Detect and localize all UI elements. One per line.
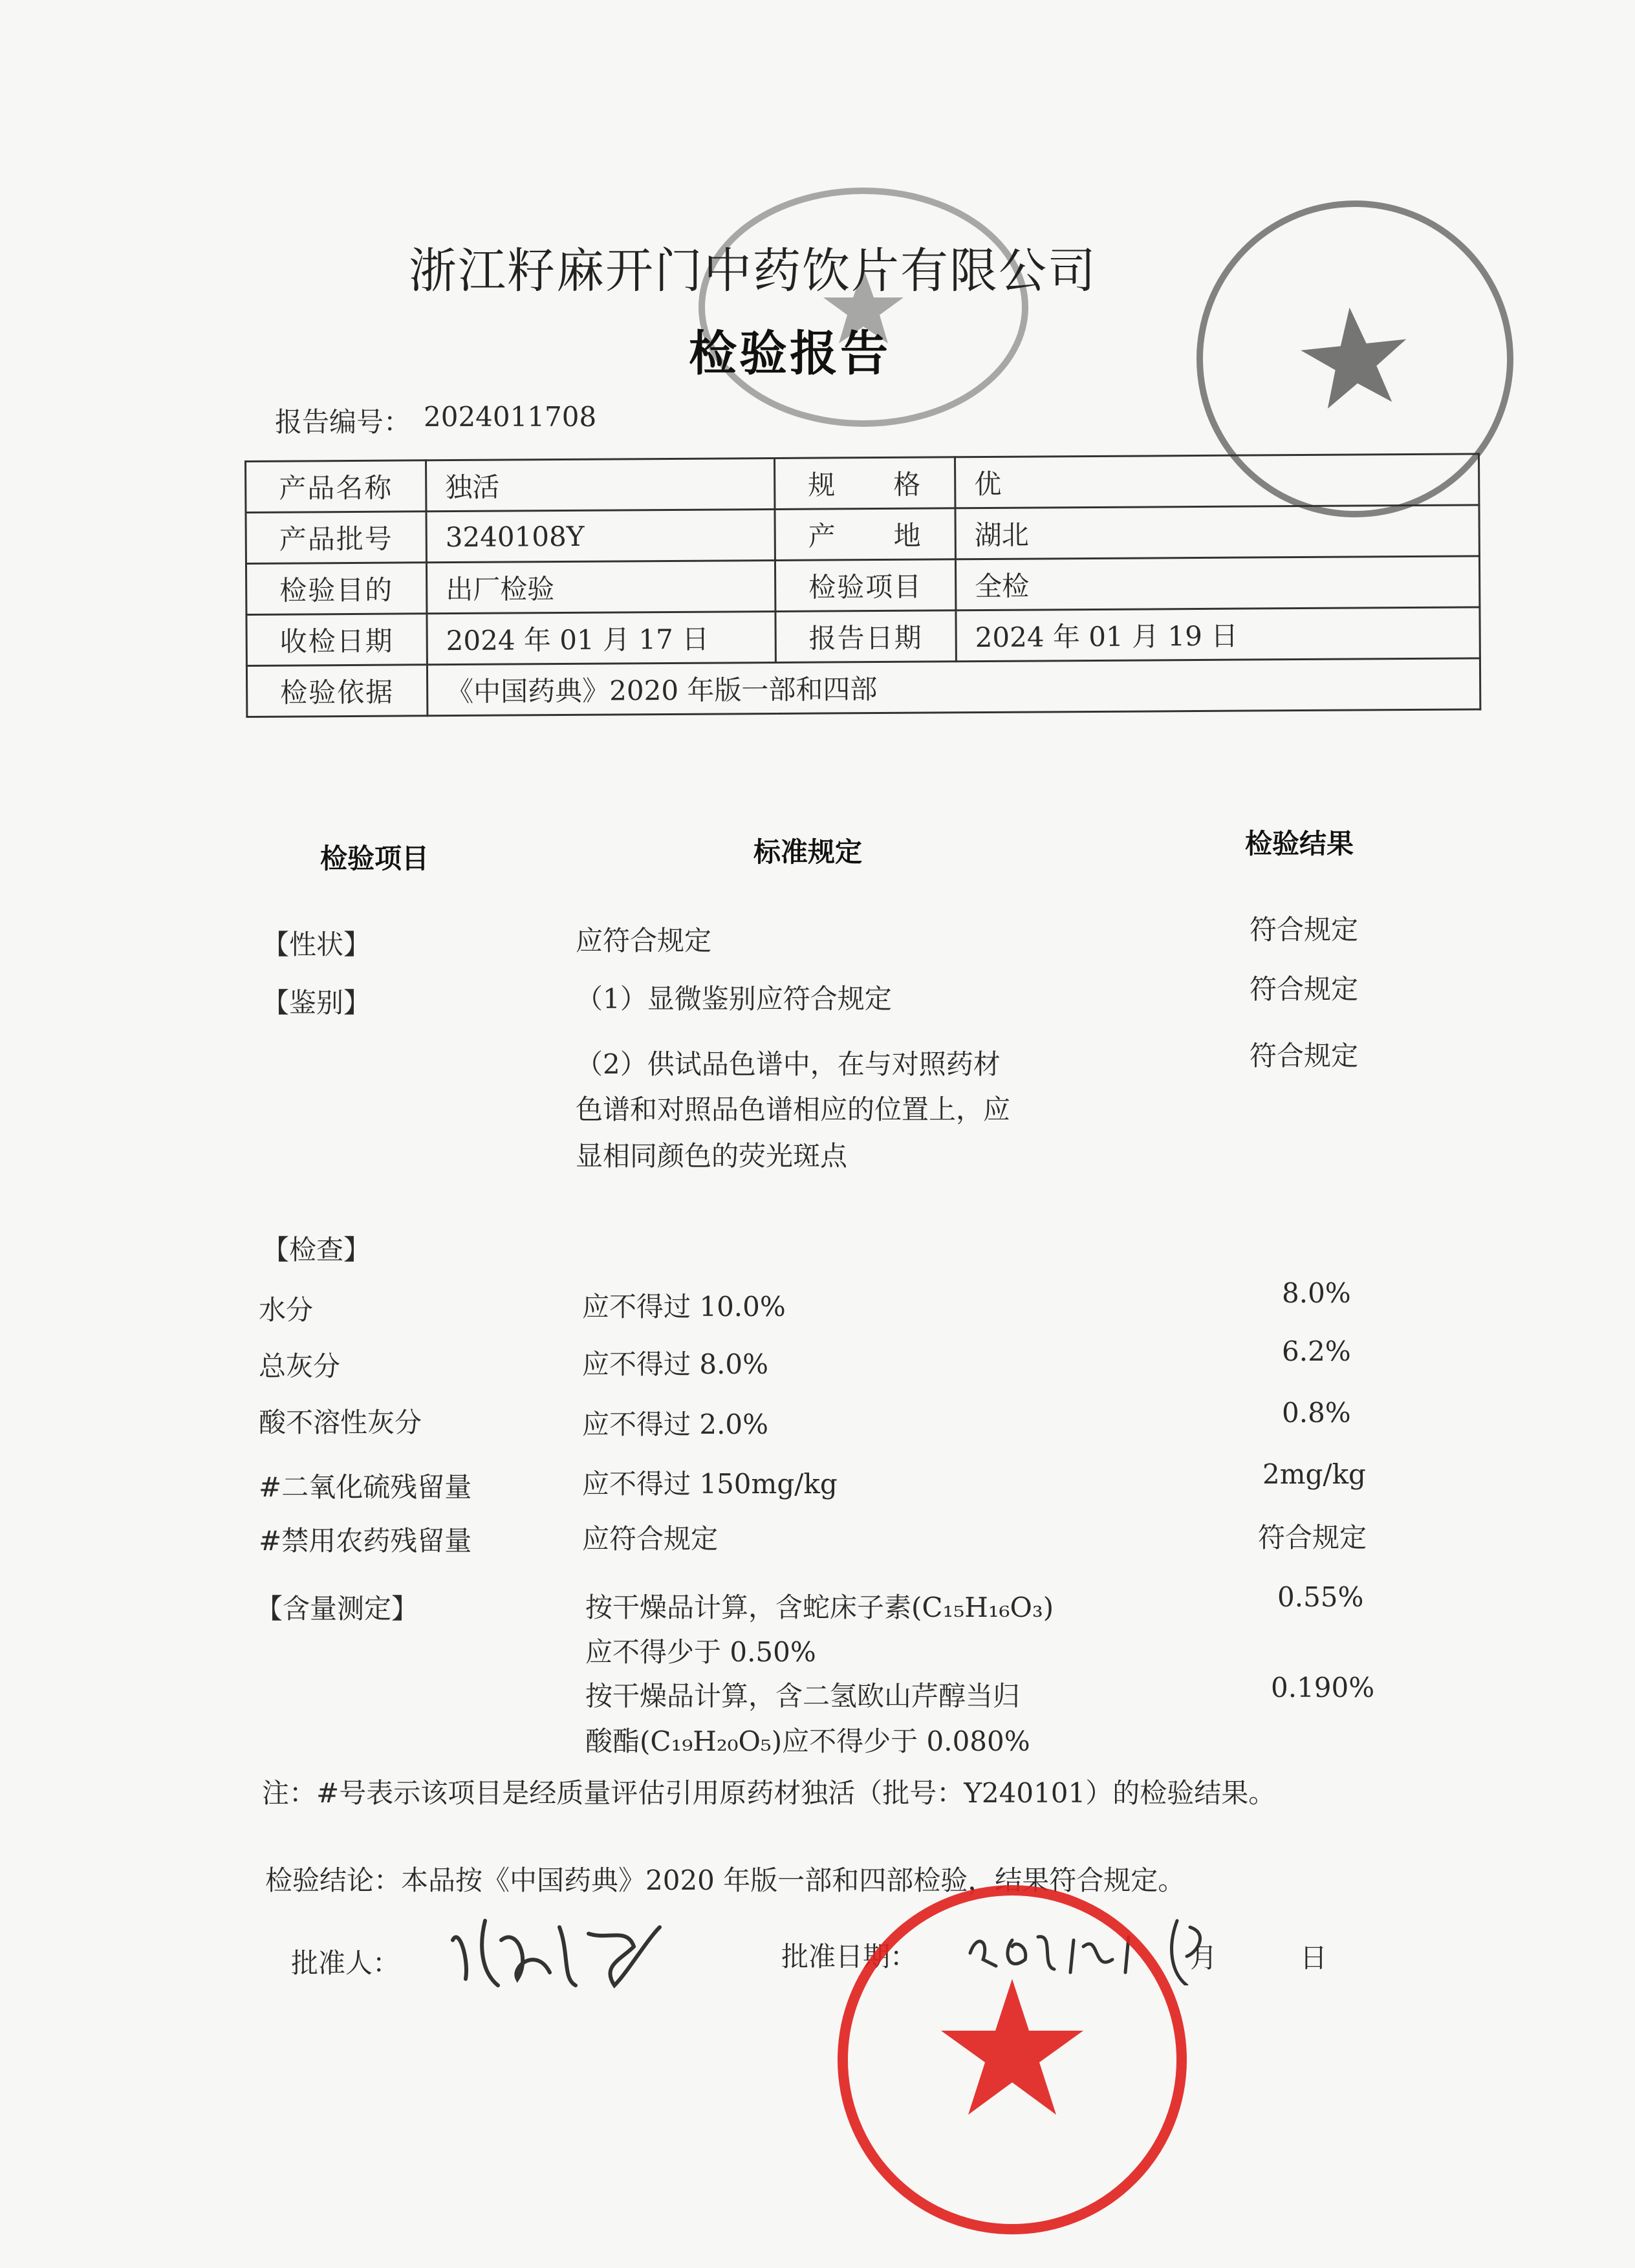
received-date-label: 收检日期	[246, 614, 427, 666]
faded-stamp-graphic	[695, 184, 1032, 430]
so2-standard: 应不得过 150mg/kg	[582, 1468, 838, 1500]
traits-standard: 应符合规定	[576, 925, 712, 956]
qa-red-stamp	[831, 1879, 1193, 2241]
check-heading: 【检查】	[262, 1234, 371, 1266]
pesticide-result: 符合规定	[1258, 1522, 1367, 1553]
approver-label: 批准人：	[291, 1947, 400, 1979]
moisture-standard: 应不得过 10.0%	[582, 1291, 786, 1323]
so2-item: #二氧化硫残留量	[259, 1471, 472, 1503]
product-name: 独活	[426, 458, 775, 511]
assay2-standard-line1: 按干燥品计算，含二氢欧山芹醇当归	[585, 1680, 1021, 1712]
ident2-standard-line1: （2）供试品色谱中，在与对照药材	[576, 1048, 1001, 1080]
column-header-standard: 标准规定	[753, 836, 863, 868]
column-header-result: 检验结果	[1245, 828, 1354, 859]
column-header-item: 检验项目	[320, 843, 429, 874]
received-date: 2024 年 01 月 17 日	[427, 611, 775, 664]
signature-scribble	[440, 1901, 679, 1998]
assay2-result: 0.190%	[1271, 1672, 1375, 1703]
table-row	[246, 556, 1479, 615]
pesticide-standard: 应符合规定	[582, 1523, 719, 1555]
moisture-result: 8.0%	[1282, 1277, 1351, 1309]
company-name: 浙江籽麻开门中药饮片有限公司	[409, 243, 1097, 299]
ident1-result: 符合规定	[1250, 973, 1359, 1005]
approver-signature	[440, 1901, 679, 1998]
pesticide-item: #禁用农药残留量	[259, 1525, 472, 1557]
document-title: 检验报告	[689, 326, 891, 382]
purpose-label: 检验目的	[246, 563, 426, 615]
product-name-label: 产品名称	[246, 460, 426, 513]
acid-ash-result: 0.8%	[1282, 1397, 1351, 1429]
moisture-item: 水分	[259, 1294, 314, 1326]
table-row	[246, 607, 1480, 666]
acid-ash-standard: 应不得过 2.0%	[582, 1409, 769, 1440]
assay1-standard-line1: 按干燥品计算，含蛇床子素(C₁₅H₁₆O₃)	[585, 1592, 1054, 1623]
so2-result: 2mg/kg	[1262, 1458, 1366, 1490]
report-date: 2024 年 01 月 19 日	[956, 607, 1480, 662]
report-number: 2024011708	[424, 401, 597, 433]
day-label: 日	[1300, 1942, 1328, 1974]
footnote: 注：#号表示该项目是经质量评估引用原药材独活（批号：Y240101）的检验结果。	[262, 1777, 1276, 1809]
ident2-result: 符合规定	[1250, 1040, 1359, 1072]
table-row	[246, 505, 1479, 564]
traits-item: 【性状】	[262, 929, 371, 960]
conclusion: 检验结论：本品按《中国药典》2020 年版一部和四部检验，结果符合规定。	[265, 1864, 1186, 1896]
spec-label: 规 格	[774, 457, 955, 510]
total-ash-result: 6.2%	[1282, 1335, 1351, 1367]
assay2-standard-line2: 酸酯(C₁₉H₂₀O₅)应不得少于 0.080%	[585, 1725, 1030, 1757]
total-ash-item: 总灰分	[259, 1350, 341, 1382]
table-row	[246, 658, 1480, 717]
total-ash-standard: 应不得过 8.0%	[582, 1348, 769, 1380]
table-row	[246, 454, 1479, 513]
month-label: 月	[1190, 1942, 1218, 1974]
traits-result: 符合规定	[1250, 914, 1359, 945]
items-value: 全检	[955, 556, 1479, 610]
ident-item: 【鉴别】	[262, 987, 371, 1019]
approval-date-label: 批准日期：	[781, 1941, 918, 1972]
assay1-result: 0.55%	[1277, 1581, 1364, 1613]
origin-label: 产 地	[775, 508, 955, 561]
acid-ash-item: 酸不溶性灰分	[259, 1407, 422, 1438]
ident2-standard-line2: 色谱和对照品色谱相应的位置上，应	[576, 1094, 1011, 1125]
ident2-standard-line3: 显相同颜色的荧光斑点	[576, 1140, 848, 1172]
assay1-standard-line2: 应不得少于 0.50%	[585, 1636, 816, 1668]
faded-company-stamp	[695, 184, 1032, 430]
batch-label: 产品批号	[246, 512, 426, 564]
spec-value: 优	[955, 454, 1478, 508]
assay-item: 【含量测定】	[255, 1593, 419, 1625]
batch-value: 3240108Y	[426, 509, 775, 562]
origin-value: 湖北	[955, 505, 1479, 559]
basis-value: 《中国药典》2020 年版一部和四部	[427, 658, 1480, 716]
basis-label: 检验依据	[246, 665, 427, 717]
report-date-label: 报告日期	[775, 610, 956, 663]
product-info-table	[244, 453, 1481, 718]
ident1-standard: （1）显微鉴别应符合规定	[576, 983, 892, 1015]
purpose-value: 出厂检验	[426, 560, 775, 613]
report-number-label: 报告编号：	[275, 406, 411, 438]
items-label: 检验项目	[775, 559, 955, 612]
qa-stamp-graphic	[831, 1879, 1193, 2241]
